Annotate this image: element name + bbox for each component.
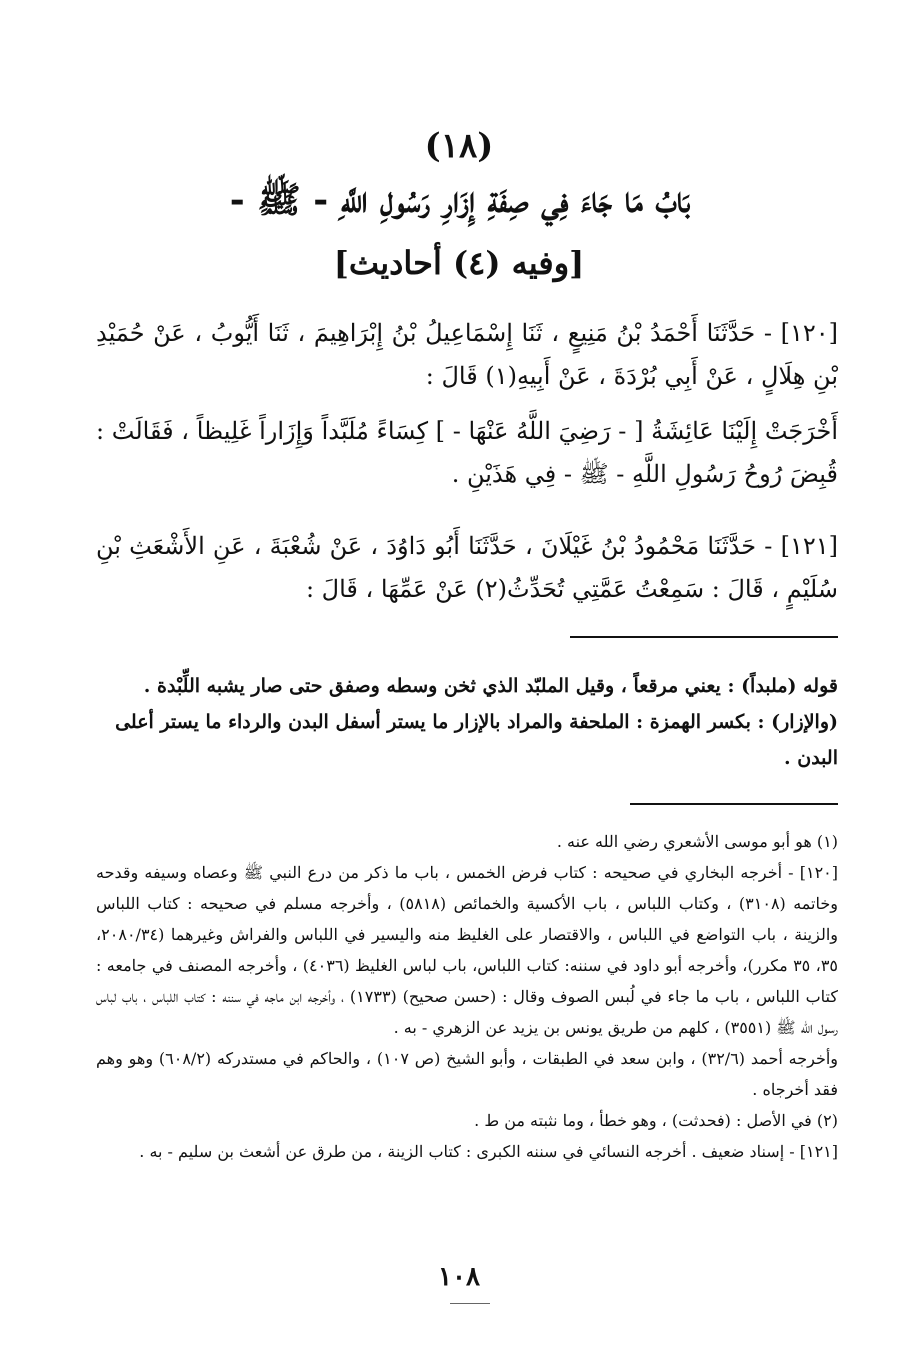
footnote-rule [630, 803, 838, 805]
footnote-1: (١) هو أبو موسى الأشعري رضي الله عنه . [556, 832, 838, 851]
separator-rule [570, 636, 838, 638]
glossary-line-izar: (والإزار) : بكسر الهمزة : الملحفة والمراد بالإزار ما يستر أسفل البدن والرداء ما يستر أعلى البدن . [115, 711, 838, 769]
hadith-121-chain: [١٢١] - حَدَّثَنَا مَحْمُودُ بْنُ غَيْلَانَ ، حَدَّثَنَا أَبُو دَاوُدَ ، عَنْ شُعْبَةَ ، عَنِ الأَشْعَثِ بْنِ سُلَيْمٍ ، قَالَ : سَمِعْتُ عَمَّتِي تُحَدِّثُ(٢) عَنْ عَمِّهَا ، قَالَ : [96, 532, 838, 603]
footnote-120-extra: وأخرجه أحمد (٣٢/٦) ، وابن سعد في الطبقات ، وأبو الشيخ (ص ١٠٧) ، والحاكم في مستدركه (٦٠٨/٢) وهو وهم فقد أخرجاه . [96, 1049, 839, 1099]
hadith-120-text: أَخْرَجَتْ إِلَيْنَا عَائِشَةُ [ - رَضِيَ اللَّهُ عَنْهَا - ] كِسَاءً مُلَبَّداً وَإِزَاراً غَلِيظاً ، فَقَالَتْ : قُبِضَ رُوحُ رَسُولِ اللَّهِ - ﷺ - فِي هَذَيْنِ . [96, 417, 838, 488]
page-number: ١٠٨ [438, 1262, 480, 1292]
footnote-2: (٢) في الأصل : (فحدثت) ، وهو خطأ ، وما نثبته من ط . [474, 1111, 838, 1130]
hadith-count: [وفيه (٤) أحاديث] [333, 244, 585, 282]
hadith-120-chain: [١٢٠] - حَدَّثَنَا أَحْمَدُ بْنُ مَنِيعٍ ، ثَنَا إِسْمَاعِيلُ بْنُ إِبْرَاهِيمَ ، ثَنَا أَيُّوبُ ، عَنْ حُمَيْدِ بْنِ هِلَالٍ ، عَنْ أَبِي بُرْدَةَ ، عَنْ أَبِيهِ(١) قَالَ : [96, 319, 838, 390]
footnote-120: [١٢٠] - أخرجه البخاري في صحيحه : كتاب فرض الخمس ، باب ما ذكر من درع النبي ﷺ وعصاه وسيفه وقدحه وخاتمه (٣١٠٨) ، وكتاب اللباس ، باب الأكسية والخمائص (٥٨١٨) ، وأخرجه مسلم في صحيحه : كتاب اللباس والزينة ، باب التواضع في اللباس ، والاقتصار على الغليظ منه واليسير في اللباس والفراش وغيرهما (٢٠٨٠/٣٤، ٣٥، ٣٥ مكرر)، وأخرجه أبو داود في سننه: كتاب اللباس، باب لباس الغليظ (٤٠٣٦) ، وأخرجه المصنف في جامعه : كتاب اللباس ، باب ما جاء في لُبس الصوف وقال : (حسن صحيح) (١٧٣٣) ، وأخرجه ابن ماجه في سننه : كتاب اللباس ، باب لباس رسول الله ﷺ (٣٥٥١) ، كلهم من طريق يونس بن يزيد عن الزهري - به . [96, 863, 839, 1037]
glossary [96, 668, 838, 776]
page-number-underline [450, 1303, 490, 1304]
glossary-line-mulabbad: قوله (ملبداً) : يعني مرقعاً ، وقيل الملبّد الذي ثخن وسطه وصفق حتى صار يشبه اللِّبْدة . [143, 675, 838, 697]
footnote-121: [١٢١] - إسناد ضعيف . أخرجه النسائي في سننه الكبرى : كتاب الزينة ، من طرق عن أشعث بن سليم - به . [139, 1142, 838, 1161]
chapter-number: (١٨) [424, 126, 494, 166]
chapter-title: بَابُ مَا جَاءَ فِي صِفَةِ إِزَارِ رَسُولِ اللَّهِ - ﷺ - [229, 179, 691, 221]
footnotes [96, 826, 838, 1167]
